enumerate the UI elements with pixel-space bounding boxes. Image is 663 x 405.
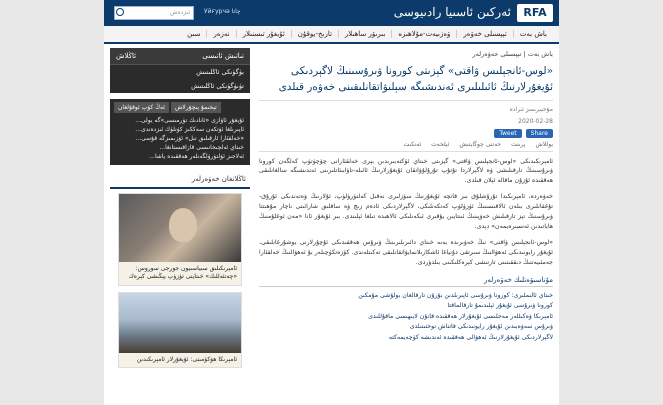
facebook-share-button[interactable]: Share <box>526 129 553 138</box>
related-link[interactable]: لاگېرلاردىكى ئۇيغۇرلارنىڭ ئەھۋالى ھەققىدە ئەندىشە كۈچەيمەكتە <box>388 333 553 341</box>
nav-item-history[interactable]: تارىخ-يوقۇن <box>291 30 338 38</box>
listen-box-header <box>110 48 250 65</box>
article-date: 2020-02-28 <box>518 117 553 125</box>
breadcrumb[interactable]: باش بەت | تېپسىلى خەۋەرلەر <box>472 50 553 58</box>
listen-box <box>110 48 250 93</box>
list-item[interactable]: ئاپىرىلغا ئۆتكەن سەككىز كۈنلۈك ئىزدەندى... <box>135 126 244 133</box>
nav-item-commentary[interactable]: ۋەزىيەت-مۇلاھىزە <box>391 30 456 38</box>
search-input[interactable]: ئىزدەش <box>114 6 194 20</box>
article-reporter: مۇخبىرىمىز ئىرادە <box>509 105 553 113</box>
brand-title[interactable]: ئەركىن ئاسىيا رادىيوسى <box>393 5 511 19</box>
nav-item-uyghur-voices[interactable]: ئۇيغۇر تىسنىلار <box>236 30 291 38</box>
featured-card[interactable] <box>118 292 242 368</box>
featured-card[interactable] <box>118 193 242 286</box>
related-link[interactable]: ۋىرۇس سەۋەبىدىن ئۇيغۇر رايونىدىكى قاتناش توختىتىلدى <box>409 323 553 331</box>
nav-item-programs[interactable]: بىرىۋر ساھىلار <box>338 30 391 38</box>
tool-link[interactable]: ئەنكىت <box>403 140 422 148</box>
most-read-box <box>110 99 250 165</box>
most-read-tabs <box>110 102 250 116</box>
rfa-logo[interactable]: RFA <box>517 4 553 22</box>
nav-item-opinion[interactable]: نەزەر <box>206 30 235 38</box>
language-link[interactable]: Уйғурчә چاتا <box>204 8 241 15</box>
article <box>259 48 553 343</box>
featured-photo[interactable] <box>119 194 241 262</box>
tab-most-read[interactable]: ئەڭ كۆپ ئوقۇلغان <box>114 102 169 113</box>
tab-most-shared[interactable]: تېخىمۇ پىچۇرلاش <box>171 102 221 113</box>
search-icon[interactable] <box>116 8 124 16</box>
sidebar <box>110 48 250 374</box>
nav-item-home[interactable]: باش بەت <box>513 30 553 38</box>
tweet-button[interactable]: Tweet <box>494 129 521 138</box>
article-paragraph: ئامېرىكىدىكى «لوس-ئانجېلىس ۋاقتى» گېزىتى خىتاي ئۆكتەبىرىدىن بېرى خەلقئارانى چۆچۈتۈپ كەلگەن كورونا ۋىرۇسىنىڭ تارقىلىشى ۋە لاگېرلاردا تۇتۇپ تۇرۇلۇۋاتقان ئۇيغۇرلارنىڭ ئائىلە-تاۋابىئاتلىرىنى ئەندىشىگە سالغانلىقى ھەققىدە ئۇزۇن ماقالە ئېلان قىلدى. <box>259 157 553 185</box>
tool-link[interactable]: پرىنت <box>511 140 526 148</box>
tool-link[interactable]: ئېلخەت <box>431 140 450 148</box>
featured-title: ئاڭلانغان خەۋەرلەر <box>110 171 250 189</box>
list-item[interactable]: «خەلقئارا ئارقىلىق تىل» ئۆزىمىزگە قۇسى... <box>135 135 244 142</box>
list-item[interactable]: خىتاي ئەلچىخانىسى قازاقىستانغا... <box>159 144 244 151</box>
list-item[interactable]: ئۇيغۇر ئاۋازى «ئانادىك تۈرمىسى»گە يولى... <box>135 117 244 124</box>
related-link[interactable]: خىتاي ئالىملىرى: كورونا ۋىرۇسى ئاپىرىلدىن بۇرۇن تارقالغان بولۇشى مۇمكىن <box>358 291 553 299</box>
page <box>104 0 559 405</box>
article-tools <box>259 141 553 152</box>
related-link[interactable]: ئامېرىكا ۋەكىللەر مەجلىسى ئۇيغۇرلار ھەققىدە قانۇن لايىھىسى ماقۇللىدى <box>368 312 553 320</box>
listen-title: ئاڭلاش <box>116 52 137 60</box>
tool-link[interactable]: يوللاش <box>535 140 553 148</box>
nav-item-video[interactable]: سىن <box>187 30 201 38</box>
main-nav <box>104 26 559 44</box>
featured-caption[interactable]: ئامېرىكا ھۆكۈمىتى: ئۇيغۇرلار ئامېرىكىدىن <box>136 355 237 363</box>
related-title: مۇناسىۋەتلىك خەۋەرلەر <box>259 276 553 287</box>
article-paragraph: خەۋەردە، ئامېرىكىدا تۇرۇشلۇق بىر قانچە ئۇيغۇرنىڭ سۆزلىرى نەقىل كەلتۈرۈلۈپ، ئۇلارنىڭ ۋەتەندىكى ئۇرۇق-تۇغقانلىرى بىلەن ئالاقىسىنىڭ ئۈزۈلۈپ كەتكەنلىكى، لاگېرلاردىكى ئادەم زىچ ۋە ساقلىق شارائىتى ناچار مۇھىتتا ۋىرۇسنىڭ تېز تارقىلىش خەۋپىنىڭ ئىنتايىن يۇقىرى ئىكەنلىكى ئالاھىدە تىلغا ئېلىندى. بىر ئۇيغۇر ئانا «مەن ئوغلۇمنىڭ ھاياتىدىن ئەنسىرەيمەن» دېدى. <box>259 193 553 231</box>
list-item[interactable]: ئەلاجىز ئۆلتۈرۈلگەنلەر ھەققىدە ياشا... <box>149 153 244 160</box>
nav-item-news[interactable]: تېپسىلى خەۋەر <box>456 30 512 38</box>
featured-photo[interactable] <box>119 293 241 353</box>
article-paragraph: «لوس-ئانجېلىس ۋاقتى» نىڭ خەۋىرىدە يەنە خىتاي دائىرىلىرىنىڭ ۋىرۇس ھەققىدىكى ئۇچۇرلارنى يوشۇرغانلىقى، ئۇيغۇر رايونىدىكى ئەھۋالنىڭ سىرتقى دۇنياغا ئاشكارىلانمايۋاتقانلىقى تەكىتلەندى. كۆزەتكۈچىلەر بۇ ئەھۋالنىڭ خەلقئارا جەمئىيەتنىڭ دىققىتىنى تارتىشى كېرەكلىكىنى بىلدۈردى. <box>259 238 553 266</box>
listen-today-link[interactable]: بۈگۈنكى ئاڭلىتىش <box>196 68 244 76</box>
content-area <box>104 44 559 405</box>
related-link[interactable]: كورونا ۋىرۇسى ئۇيغۇر ئېلىدىمۇ تارقالماقتا <box>447 302 553 310</box>
top-bar <box>104 0 559 26</box>
tool-link[interactable]: خەتنى چوڭايتىش <box>459 140 502 148</box>
featured-caption[interactable]: ئامېرىكىلىق سىياسىيون جورجى سوروس: «چەتئەللىك» خىتاينى تۈزۈپ يېڭىشى كېرەك <box>128 265 237 281</box>
share-bar <box>259 129 553 138</box>
article-headline: «لوس-ئانجېلىس ۋاقتى» گېزىتى كورونا ۋىرۇسىنىڭ لاگېردىكى ئۇيغۇرلارنىڭ ئائىلىلىرى ئەندىشىگە سېلىۋاتقانلىقىنى خەۋەر قىلدى <box>259 64 553 101</box>
listen-yesterday-link[interactable]: تۈنۈگۈنكى ئاڭلىتىش <box>191 82 244 90</box>
listen-tag[interactable]: تىاتىش ئاتىسى <box>202 52 244 60</box>
